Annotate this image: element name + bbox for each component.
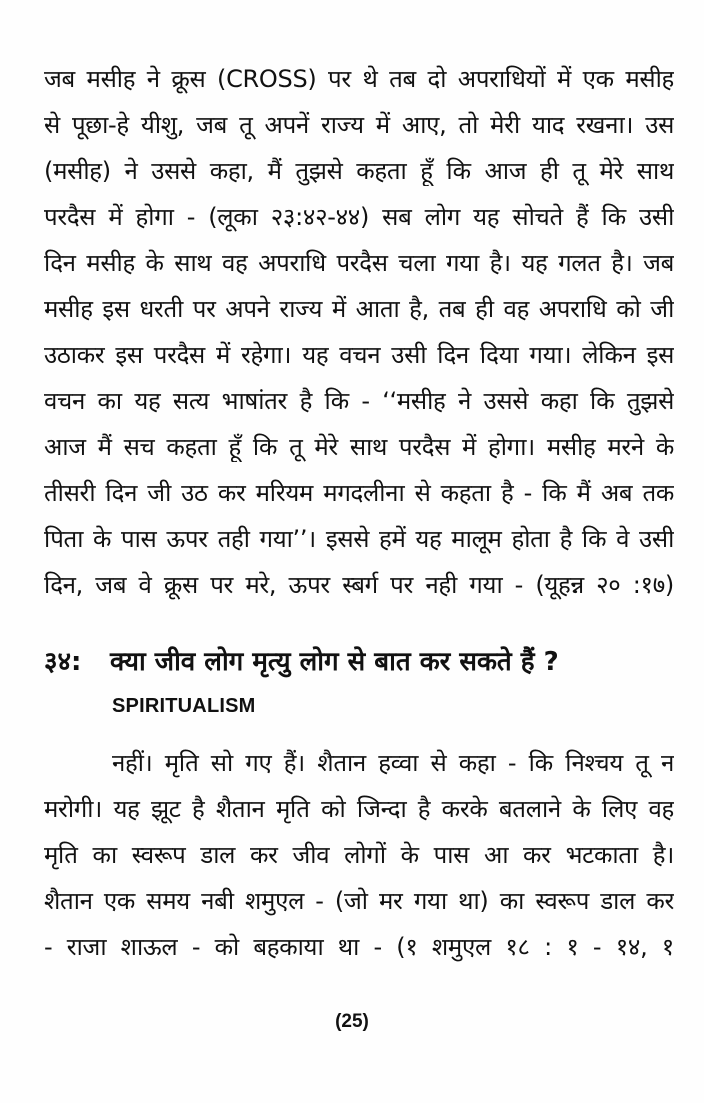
text-line: से पूछा-हे यीशु, जब तू अपनें राज्य में आए, तो मेरी याद रखना। उस — [44, 111, 674, 139]
text-line: - राजा शाऊल - को बहकाया था - (१ शमुएल १८ : १ - १४, १ — [44, 933, 674, 961]
text-line: मसीह इस धरती पर अपने राज्य में आता है, तब ही वह अपराधि को जी — [44, 295, 674, 323]
page-number: (25) — [335, 1011, 369, 1032]
text-line: मृति का स्वरूप डाल कर जीव लोगों के पास आ कर भटकाता है। — [44, 841, 674, 869]
text-line: उठाकर इस परदैस में रहेगा। यह वचन उसी दिन दिया गया। लेकिन इस — [44, 341, 674, 369]
text-line: दिन, जब वे क्रूस पर मरे, ऊपर स्बर्ग पर नही गया - (यूहन्न २० :१७) — [44, 571, 674, 599]
section-question: क्या जीव लोग मृत्यु लोग से बात कर सकते हैं ? — [110, 647, 559, 677]
text-line: आज मैं सच कहता हूँ कि तू मेरे साथ परदैस में होगा। मसीह मरने के — [44, 433, 674, 461]
text-line: (मसीह) ने उससे कहा, मैं तुझसे कहता हूँ कि आज ही तू मेरे साथ — [44, 157, 674, 185]
text-line: परदैस में होगा - (लूका २३:४२-४४) सब लोग यह सोचते हैं कि उसी — [44, 203, 674, 231]
text-line: नहीं। मृति सो गए हैं। शैतान हव्वा से कहा - कि निश्चय तू न — [112, 749, 674, 777]
text-line: पिता के पास ऊपर तही गया’’। इससे हमें यह मालूम होता है कि वे उसी — [44, 525, 674, 553]
text-line: दिन मसीह के साथ वह अपराधि परदैस चला गया है। यह गलत है। जब — [44, 249, 674, 277]
text-line: जब मसीह ने क्रूस (CROSS) पर थे तब दो अपराधियों में एक मसीह — [44, 65, 674, 93]
text-line: तीसरी दिन जी उठ कर मरियम मगदलीना से कहता है - कि मैं अब तक — [44, 479, 674, 507]
text-line: वचन का यह सत्य भाषांतर है कि - ‘‘मसीह ने उससे कहा कि तुझसे — [44, 387, 674, 415]
section-subtitle: SPIRITUALISM — [112, 695, 256, 717]
text-line: शैतान एक समय नबी शमुएल - (जो मर गया था) का स्वरूप डाल कर — [44, 887, 674, 915]
section-heading — [44, 646, 559, 678]
text-line: मरोगी। यह झूट है शैतान मृति को जिन्दा है करके बतलाने के लिए वह — [44, 795, 674, 823]
section-number: ३४: — [44, 647, 82, 677]
